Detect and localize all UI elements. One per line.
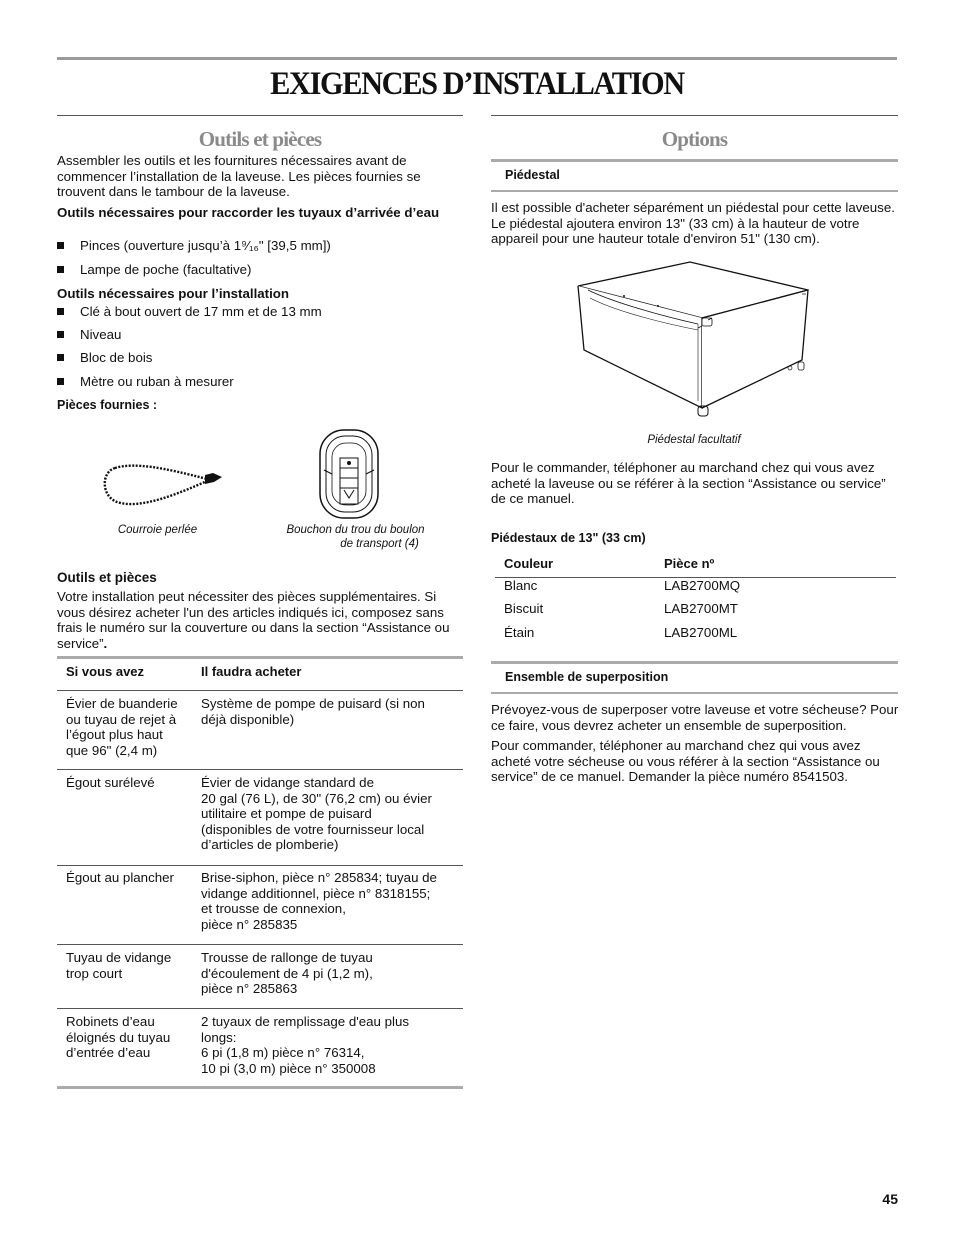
table-header-have: Si vous avez bbox=[66, 664, 145, 679]
cell-line: 2 tuyaux de remplissage d'eau plus bbox=[201, 1014, 410, 1029]
bolt-plug-illustration bbox=[318, 428, 380, 520]
bullet-square-icon bbox=[57, 242, 64, 249]
table-cell-have bbox=[66, 950, 196, 981]
plug-caption-line-2: de transport (4) bbox=[340, 538, 419, 550]
table-row-rule bbox=[57, 865, 463, 866]
order-text: Pour le commander, téléphoner au marchand chez qui vous avez acheté la laveuse ou se référer à la section “Assistance ou service” de ce manuel. bbox=[491, 460, 886, 506]
table-bottom-rule bbox=[57, 1086, 463, 1089]
cell-line: pièce n° 285835 bbox=[201, 916, 298, 932]
cell-line: d’articles de plomberie) bbox=[201, 837, 339, 852]
table-cell-have bbox=[66, 1014, 196, 1061]
table-top-rule bbox=[57, 656, 463, 659]
left-column-rule bbox=[57, 115, 463, 116]
page-number: 45 bbox=[882, 1191, 898, 1207]
tools-install-heading: Outils nécessaires pour l’installation bbox=[57, 286, 290, 301]
table-cell-have bbox=[66, 870, 196, 886]
title-rule bbox=[57, 57, 897, 60]
left-section-title: Outils et pièces bbox=[198, 127, 322, 151]
cell-line: Système de pompe de puisard (si non bbox=[201, 696, 425, 711]
table-row-rule bbox=[57, 944, 463, 945]
plug-caption-line-1: Bouchon du trou du boulon bbox=[286, 524, 425, 536]
intro-text: Assembler les outils et les fournitures nécessaires avant de commencer l’installation de la laveuse. Les pièces fournies se trouvent dans le tambour de la laveuse. bbox=[57, 153, 421, 199]
right-section-title: Options bbox=[661, 127, 728, 151]
table-cell-buy bbox=[201, 950, 459, 997]
cell-line: Évier de vidange standard de bbox=[201, 775, 374, 790]
cell-line: que 96" (2,4 m) bbox=[66, 742, 158, 758]
subsection-text-part: Votre installation peut nécessiter des pièces supplémentaires. Si vous désirez acheter l'un des articles indiqués ici, composez sans frais le numéro sur la couverture ou dans la section bbox=[57, 589, 444, 635]
cell-line: Égout surélevé bbox=[66, 775, 155, 790]
table-cell-buy bbox=[201, 1014, 459, 1076]
cell-line: longs: bbox=[201, 1029, 237, 1045]
table-header-buy: Il faudra acheter bbox=[201, 664, 302, 679]
stack-text-2: Pour commander, téléphoner au marchand chez qui vous avez acheté votre sécheuse ou vous référer à la section “Assistance ou service” de ce manuel. Demander la pièce numéro 8541503. bbox=[491, 738, 880, 784]
pedestal-band-top bbox=[491, 159, 898, 162]
table-cell-buy bbox=[201, 870, 459, 932]
cell-line: Robinets d’eau bbox=[66, 1014, 155, 1029]
table-header-rule bbox=[57, 690, 463, 691]
cell-line: éloignés du tuyau bbox=[66, 1029, 171, 1045]
cell-line: pièce n° 285863 bbox=[201, 981, 298, 996]
parts-heading: Pièces fournies : bbox=[57, 398, 158, 412]
color-cell: Étain bbox=[504, 625, 535, 640]
beaded-strap-illustration bbox=[95, 448, 230, 513]
subsection-period: . bbox=[103, 635, 108, 651]
part-cell: LAB2700ML bbox=[664, 625, 738, 640]
pedestal-illustration bbox=[572, 258, 814, 424]
subsection-text bbox=[57, 589, 463, 651]
bullet-square-icon bbox=[57, 354, 64, 361]
cell-line: ou tuyau de rejet à bbox=[66, 711, 177, 727]
pedestals-heading: Piédestaux de 13" (33 cm) bbox=[491, 531, 646, 545]
bullet-square-icon bbox=[57, 331, 64, 338]
table-cell-have bbox=[66, 775, 196, 791]
table-cell-buy bbox=[201, 696, 459, 727]
stack-band-bottom bbox=[491, 692, 898, 694]
table-cell-buy bbox=[201, 775, 459, 853]
color-table-header-part: Pièce nº bbox=[664, 556, 715, 571]
assistance-reference: “Assistance ou service” bbox=[57, 620, 450, 651]
pedestal-band-bottom bbox=[491, 190, 898, 192]
part-cell: LAB2700MT bbox=[664, 601, 738, 616]
cell-line: (disponibles de votre fournisseur local bbox=[201, 821, 425, 837]
cell-line: et trousse de connexion, bbox=[201, 901, 346, 916]
cell-line: Évier de buanderie bbox=[66, 696, 178, 711]
strap-caption: Courroie perlée bbox=[117, 524, 198, 536]
tools-water-heading: Outils nécessaires pour raccorder les tuyaux d’arrivée d’eau bbox=[57, 205, 440, 220]
cell-line: 6 pi (1,8 m) pièce n° 76314, bbox=[201, 1045, 365, 1060]
color-cell: Biscuit bbox=[504, 601, 544, 616]
pedestal-caption: Piédestal facultatif bbox=[647, 434, 741, 446]
table-cell-have bbox=[66, 696, 196, 758]
cell-line: d'écoulement de 4 pi (1,2 m), bbox=[201, 965, 373, 981]
cell-line: utilitaire et pompe de puisard bbox=[201, 806, 372, 821]
table-row-rule bbox=[57, 769, 463, 770]
subsection-heading: Outils et pièces bbox=[57, 570, 157, 585]
bullet-text: Clé à bout ouvert de 17 mm et de 13 mm bbox=[80, 304, 322, 319]
bullet-square-icon bbox=[57, 378, 64, 385]
cell-line: déjà disponible) bbox=[201, 711, 295, 727]
cell-line: Trousse de rallonge de tuyau bbox=[201, 950, 373, 965]
color-table-header-color: Couleur bbox=[504, 556, 554, 571]
cell-line: d’entrée d’eau bbox=[66, 1045, 151, 1060]
stack-band-top bbox=[491, 661, 898, 664]
cell-line: vidange additionnel, pièce n° 8318155; bbox=[201, 885, 431, 901]
part-cell: LAB2700MQ bbox=[664, 578, 741, 593]
cell-line: Brise-siphon, pièce n° 285834; tuyau de bbox=[201, 870, 437, 885]
color-cell: Blanc bbox=[504, 578, 538, 593]
bullet-text: Bloc de bois bbox=[80, 350, 153, 365]
stack-heading: Ensemble de superposition bbox=[505, 670, 669, 684]
pedestal-text: Il est possible d'acheter séparément un piédestal pour cette laveuse. Le piédestal ajoutera environ 13" (33 cm) à la hauteur de votre appareil pour une hauteur totale d'environ 51" (130 cm). bbox=[491, 200, 895, 246]
table-row-rule bbox=[57, 1008, 463, 1009]
cell-line: trop court bbox=[66, 965, 123, 981]
bullet-square-icon bbox=[57, 266, 64, 273]
bullet-text: Mètre ou ruban à mesurer bbox=[80, 374, 234, 389]
cell-line: Tuyau de vidange bbox=[66, 950, 172, 965]
page-title: EXIGENCES D’INSTALLATION bbox=[270, 66, 684, 102]
cell-line: 20 gal (76 L), de 30" (76,2 cm) ou évier bbox=[201, 790, 432, 806]
bullet-text: Pinces (ouverture jusqu’à 1⁹⁄₁₆" [39,5 mm]) bbox=[80, 238, 331, 253]
bullet-text: Niveau bbox=[80, 327, 122, 342]
pedestal-heading: Piédestal bbox=[505, 168, 560, 182]
cell-line: l’égout plus haut bbox=[66, 727, 163, 742]
cell-line: 10 pi (3,0 m) pièce n° 350008 bbox=[201, 1060, 376, 1076]
stack-text-1: Prévoyez-vous de superposer votre laveuse et votre sécheuse? Pour ce faire, vous devrez acheter un ensemble de superposition. bbox=[491, 702, 899, 733]
cell-line: Égout au plancher bbox=[66, 870, 174, 885]
right-column-rule bbox=[491, 115, 898, 116]
bullet-square-icon bbox=[57, 308, 64, 315]
bullet-text: Lampe de poche (facultative) bbox=[80, 262, 252, 277]
